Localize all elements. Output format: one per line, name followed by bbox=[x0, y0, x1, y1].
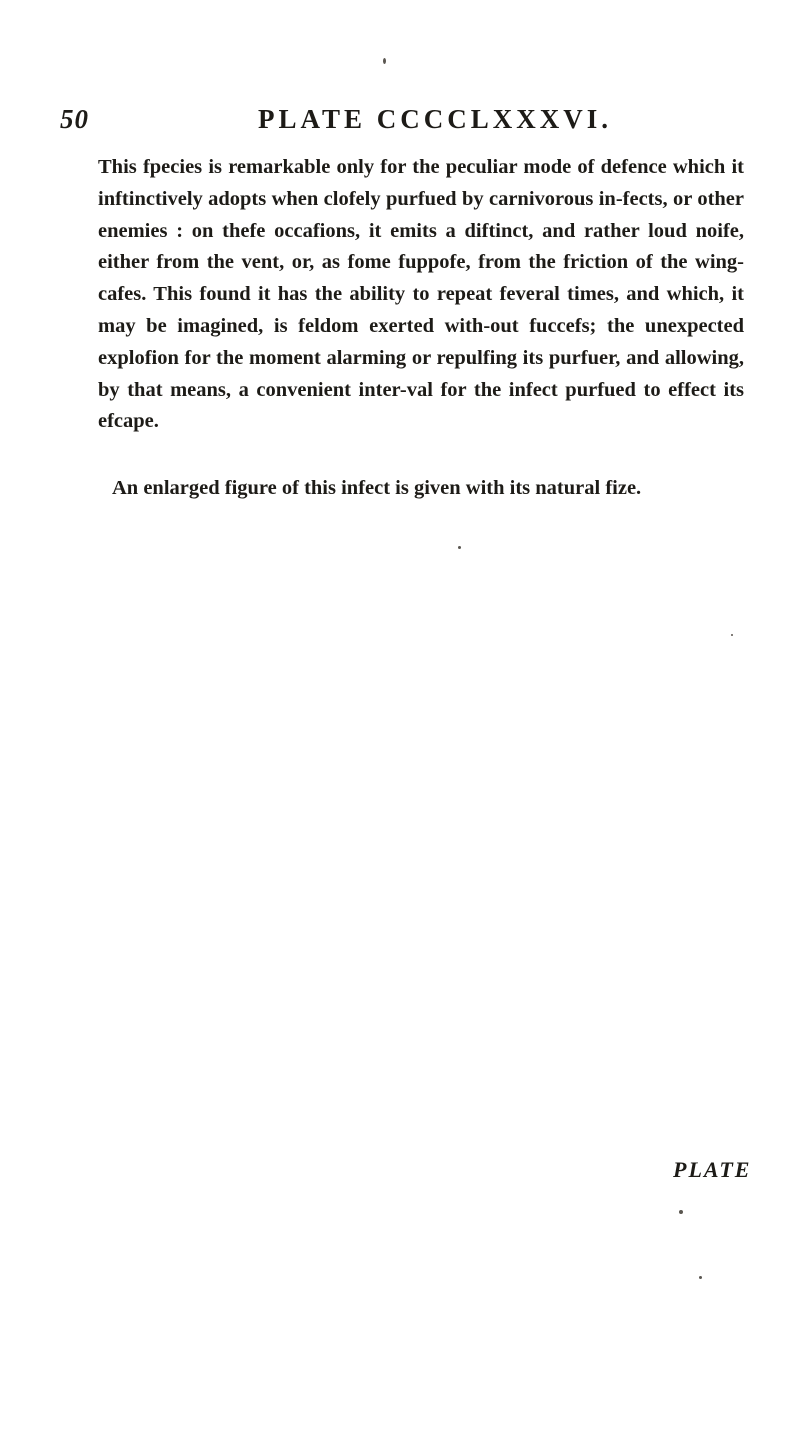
plate-title: PLATE CCCCLXXXVI. bbox=[258, 104, 613, 134]
catchword: PLATE bbox=[673, 1157, 752, 1182]
paragraph-1: This fpecies is remarkable only for the peculiar mode of defence which it inftinctively adopts when clofely purfued by carnivorous in-fects, or other enemies : on thefe occafions, it emits a diftinct, and rather loud noife, either from the vent, or, as fome fuppofe, from the friction of the wing-cafes. This found it has the ability to repeat feveral times, and which, it may be imagined, is feldom exerted with-out fuccefs; the unexpected explofion for the moment alarming or repulfing its purfuer, and allowing, by that means, a convenient inter-val for the infect purfued to effect its efcape. bbox=[98, 156, 744, 433]
print-speck bbox=[731, 634, 733, 636]
print-speck bbox=[383, 58, 386, 64]
page-number: 50 bbox=[60, 104, 89, 134]
paragraph-2: An enlarged figure of this infect is given with its natural fize. bbox=[112, 477, 642, 499]
print-speck bbox=[699, 1276, 702, 1279]
print-speck bbox=[458, 546, 461, 549]
body-text bbox=[98, 152, 744, 438]
running-head bbox=[0, 104, 800, 144]
print-speck bbox=[679, 1210, 683, 1214]
